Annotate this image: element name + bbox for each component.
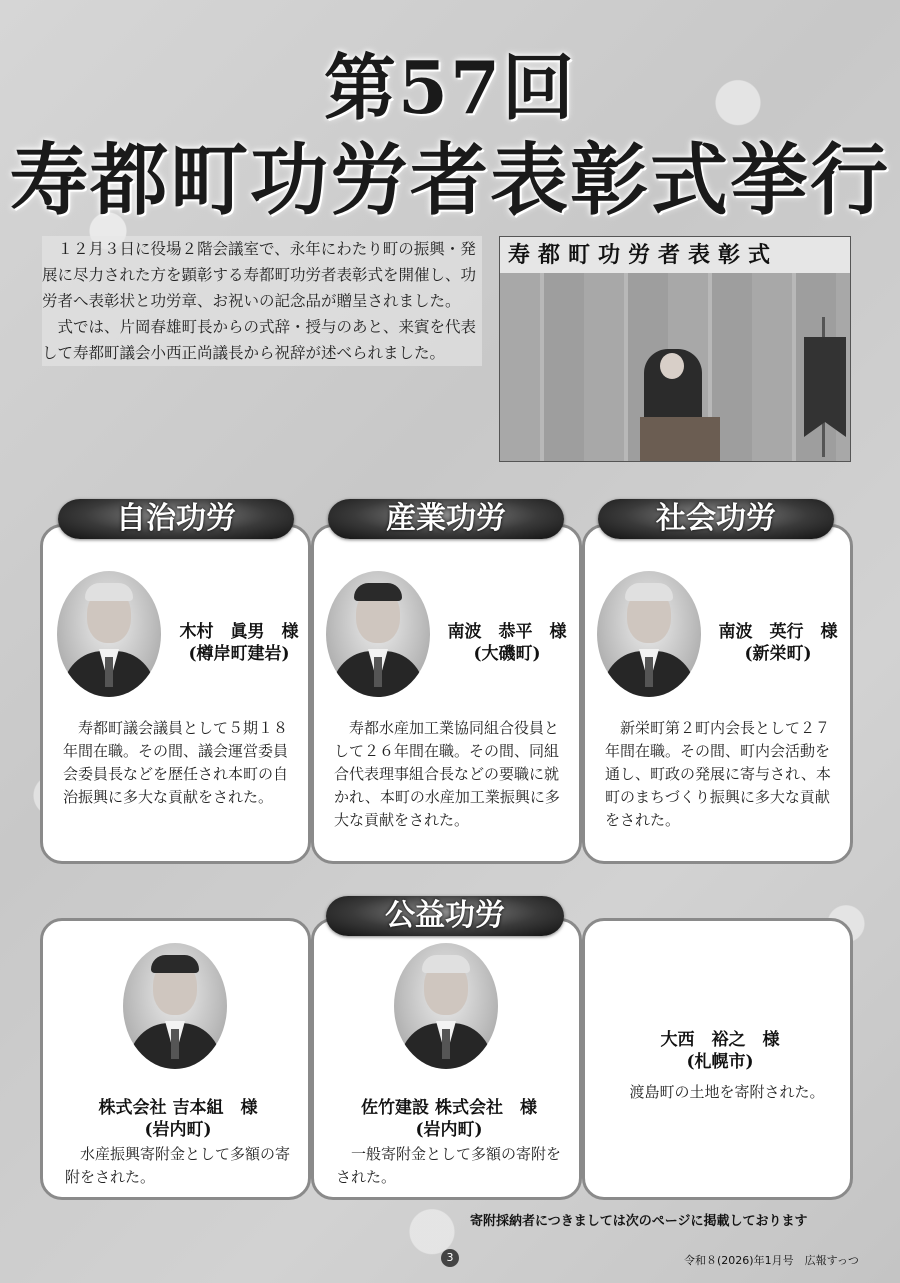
footer-issue: 令和８(2026)年1月号 広報すっつ [684, 1254, 859, 1267]
category-jichi: 自治功労 [58, 499, 294, 539]
awardee-description: 新栄町第２町内会長として２７年間在職。その間、町内会活動を通し、町政の発展に寄与され、本町のまちづくり振興に多大な貢献をされた。 [605, 719, 831, 829]
awardee-name: 株式会社 吉本組 様 (岩内町) [98, 1098, 258, 1140]
awardee-description: 渡島町の土地を寄附された。 [629, 1083, 825, 1101]
intro-paragraph-2: 式では、片岡春雄町長からの式辞・授与のあと、来賓を代表して寿都町議会小西正尚議長から祝辞が述べられました。 [42, 318, 477, 362]
award-card-jichi [40, 524, 311, 864]
category-sangyo: 産業功労 [328, 499, 564, 539]
ceremony-photo [499, 236, 851, 462]
town-flag [804, 337, 846, 437]
awardee-description: 寿都町議会議員として５期１８年間在職。その間、議会運営委員会委員長などを歴任され本町の自治振興に多大な貢献をされた。 [63, 719, 289, 806]
award-card-yoshimoto [40, 918, 311, 1200]
awardee-name: 佐竹建設 株式会社 様 (岩内町) [361, 1098, 537, 1140]
award-card-onishi [582, 918, 853, 1200]
category-shakai: 社会功労 [598, 499, 834, 539]
portrait-kimura [57, 571, 161, 697]
portrait-satake [394, 943, 498, 1069]
speaker-head [660, 353, 684, 379]
intro-text [42, 236, 482, 366]
intro-paragraph-1: １２月３日に役場２階会議室で、永年にわたり町の振興・発展に尽力された方を顕彰する寿都町功労者表彰式を開催し、功労者へ表彰状と功労章、お祝いの記念品が贈呈されました。 [42, 240, 477, 310]
awardee-name: 大西 裕之 様 (札幌市) [660, 1030, 780, 1072]
photo-banner: 寿都町功労者表彰式 [500, 237, 850, 273]
awardee-description: 一般寄附金として多額の寄附をされた。 [336, 1145, 562, 1186]
award-card-sangyo [311, 524, 582, 864]
awardee-name: 南波 英行 様 (新栄町) [718, 622, 838, 664]
awardee-name: 木村 眞男 様 (樽岸町建岩) [179, 622, 299, 664]
portrait-yoshimoto [123, 943, 227, 1069]
awardee-description: 寿都水産加工業協同組合役員として２６年間在職。その間、同組合代表理事組合長などの要職に就かれ、本町の水産加工業振興に多大な貢献をされた。 [334, 719, 560, 829]
title-line2: 寿都町功労者表彰式挙行 [9, 135, 890, 226]
portrait-namba-hideyuki [597, 571, 701, 697]
award-card-shakai [582, 524, 853, 864]
donation-note: 寄附採納者につきましては次のページに掲載しております [470, 1214, 808, 1229]
portrait-namba-kyohei [326, 571, 430, 697]
category-koeki: 公益功労 [326, 896, 564, 936]
awardee-name: 南波 恭平 様 (大磯町) [447, 622, 567, 664]
award-card-satake [311, 918, 582, 1200]
title-line1: 第57回 [323, 45, 577, 130]
awardee-description: 水産振興寄附金として多額の寄附をされた。 [65, 1145, 291, 1186]
page-number: 3 [441, 1249, 459, 1267]
podium [640, 417, 720, 461]
